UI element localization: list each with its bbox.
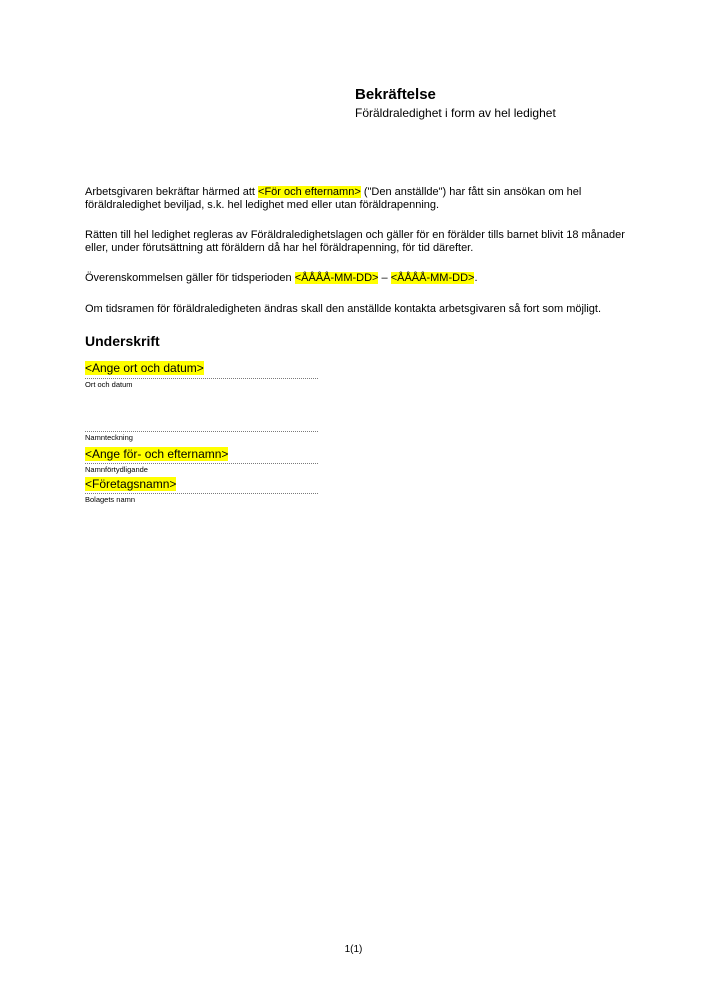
company-name-line[interactable] [85, 478, 318, 494]
document-title: Bekräftelse [355, 86, 436, 103]
signature-field-name-clarification [85, 448, 318, 474]
paragraph-text: . [474, 272, 478, 284]
page-number: 1(1) [344, 944, 363, 955]
place-date-line[interactable] [85, 362, 318, 379]
paragraph-text: Arbetsgivaren bekräftar härmed att [85, 186, 259, 198]
placeholder-employee-name[interactable]: <För och efternamn> [258, 186, 361, 198]
placeholder-company-name[interactable]: <Företagsnamn> [85, 477, 177, 491]
document-subtitle: Föräldraledighet i form av hel ledighet [355, 106, 556, 120]
paragraph-text: ("Den anställde") har fått sin ansökan om hel föräldraledighet beviljad, s.k. hel ledighet med eller utan föräldrapenning. [85, 186, 582, 211]
company-name-label: Bolagets namn [85, 495, 136, 504]
paragraph-text: Överenskommelsen gäller för tidsperioden [85, 272, 295, 284]
signature-field-place-date [85, 362, 318, 389]
paragraph-text: Om tidsramen för föräldraledigheten ändras skall den anställde kontakta arbetsgivaren så fort som möjligt. [85, 302, 602, 315]
placeholder-place-date[interactable]: <Ange ort och datum> [85, 361, 204, 375]
placeholder-start-date[interactable]: <ÅÅÅÅ-MM-DD> [294, 272, 379, 284]
paragraph-time-period [85, 272, 626, 285]
document-header [355, 87, 556, 120]
document-body [85, 186, 626, 504]
paragraph-confirmation [85, 186, 626, 211]
paragraph-text: – [378, 272, 391, 284]
name-clarification-label: Namnförtydligande [85, 465, 148, 474]
signature-field-signature [85, 389, 318, 442]
paragraph-legal-basis [85, 229, 626, 254]
placeholder-full-name[interactable]: <Ange för- och efternamn> [85, 447, 229, 461]
signature-label: Namnteckning [85, 433, 133, 442]
signature-field-company [85, 478, 318, 504]
paragraph-change-notice [85, 303, 626, 316]
place-date-label: Ort och datum [85, 380, 133, 389]
signature-section-heading: Underskrift [85, 333, 160, 349]
page-footer [0, 944, 707, 956]
paragraph-text: Rätten till hel ledighet regleras av Föräldraledighetslagen och gäller för en förälder tills barnet blivit 18 månader eller, under förutsättning att föräldern då har hel föräldrapenning, för tid därefter. [85, 229, 625, 254]
placeholder-end-date[interactable]: <ÅÅÅÅ-MM-DD> [390, 272, 475, 284]
name-clarification-line[interactable] [85, 448, 318, 464]
signature-section [85, 362, 318, 504]
signature-line[interactable] [85, 389, 318, 432]
